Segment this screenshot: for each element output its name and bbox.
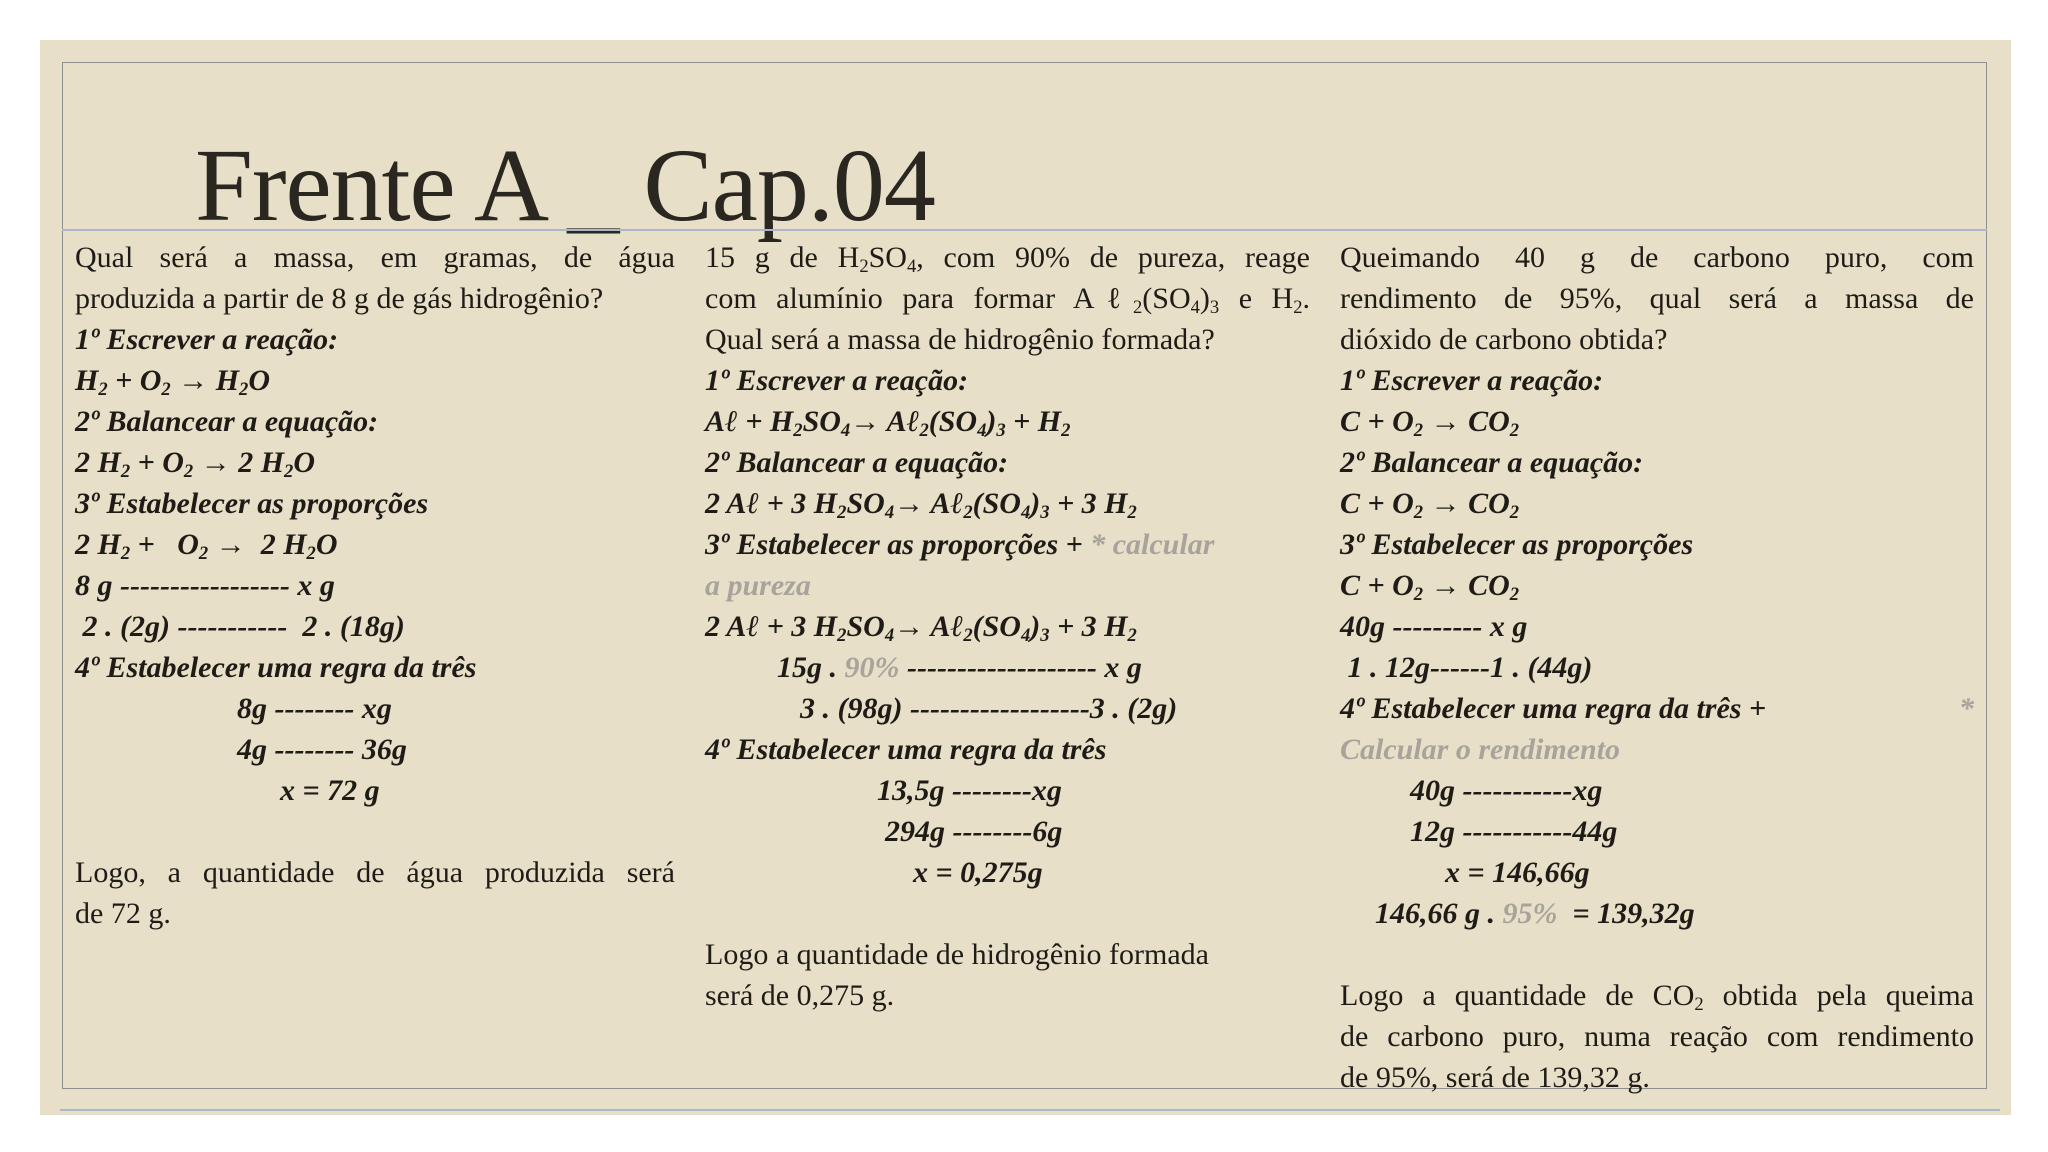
reaction-equation: $C + O_2 \to CO_2$ [1340,405,1520,442]
rule-of-three-line: 294g --------6g [885,815,1063,848]
purity-note: a pureza [705,569,811,602]
rule-of-three-line: 4g -------- 36g [237,733,407,766]
step-1-label: 1º Escrever a reação: [1340,364,1604,397]
conclusion-line: de carbono puro, numa reação com rendimento [1340,1020,1974,1053]
conclusion-line: de 72 g. [75,897,171,930]
step-4-label: 4º Estabelecer uma regra da três [705,733,1107,766]
reaction-equation: Aℓ + $H_2SO_4\to$ $A\ell_2(SO_4)_3 + H_2$ [705,405,1071,442]
balanced-equation: $C + O_2 \to CO_2$ [1340,487,1520,524]
slide-title: Frente A _ Cap.04 [195,128,935,243]
step-2-label: 2º Balancear a equação: [75,405,379,438]
question-line: produzida a partir de 8 g de gás hidrogênio? [75,282,604,315]
proportion-line: 40g --------- x g [1340,610,1528,643]
step-2-label: 2º Balancear a equação: [1340,446,1644,479]
yield-note: Calcular o rendimento [1340,733,1621,766]
proportion-mass: 15g . [777,651,845,684]
step-3-label: 3º Estabelecer as proporções [75,487,429,520]
conclusion-line: Logo a quantidade de hidrogênio formada [705,938,1209,971]
bottom-divider [60,1109,2000,1111]
question-line: dióxido de carbono obtida? [1340,323,1668,356]
purity-note: * calcular [1090,528,1215,561]
spacer [75,811,675,852]
proportion-equation: 2 Aℓ + 3 $H_2SO_4\to$ $A\ell_2(SO_4)_3 + 3$ $H_2$ [705,610,1137,647]
step-3-label [705,524,1310,565]
rule-of-three-line: 40g -----------xg [1410,774,1603,807]
rule-of-three-line: 13,5g --------xg [877,774,1062,807]
proportion-line: 3 . (98g) ------------------3 . (2g) [800,692,1178,725]
step-4-text: 4º Estabelecer uma regra da três + [1340,692,1767,725]
rule-of-three-line: 8g -------- xg [237,692,392,725]
step-4-label [1340,688,1974,729]
column-water-problem [75,237,675,934]
slide [40,40,2011,1115]
conclusion-line: Logo a quantidade de $CO_2$ obtida pela queima [1340,979,1974,1016]
column-co2-problem [1340,237,1974,1098]
proportion-line [705,647,1310,688]
final-value: = 139,32g [1557,897,1695,930]
proportion-line: 8 g ----------------- x g [75,569,335,602]
question-line: Qual será a massa, em gramas, de água [75,241,675,274]
question-line: Qual será a massa de hidrogênio formada? [705,323,1215,356]
conclusion-line: Logo, a quantidade de água produzida será [75,856,675,889]
result-line: x = 72 g [280,774,380,807]
proportion-line: 1 . 12g------1 . (44g) [1340,651,1593,684]
conclusion-line: de 95%, será de 139,32 g. [1340,1061,1650,1094]
purity-percent: 90% [844,651,900,684]
result-line: x = 146,66g [1445,856,1590,889]
proportion-equation: $C + O_2 \to CO_2$ [1340,569,1520,606]
step-1-label: 1º Escrever a reação: [75,323,339,356]
spacer [705,893,1310,934]
title-divider [62,229,1987,231]
conclusion-line: será de 0,275 g. [705,979,895,1012]
final-result-line [1340,893,1974,934]
step-2-label: 2º Balancear a equação: [705,446,1009,479]
yield-note: * [1959,692,1974,725]
proportion-equation: 2 $H_2 + O_2 \to 2$ $H_2O$ [75,528,338,565]
final-mass: 146,66 g . [1375,897,1503,930]
balanced-equation: 2 $H_2 + O_2 \to 2$ $H_2O$ [75,446,316,483]
result-line: x = 0,275g [913,856,1043,889]
reaction-equation: $H_2 + O_2 \to H_2O$ [75,364,271,401]
step-3-text: 3º Estabelecer as proporções + [705,528,1091,561]
balanced-equation: 2 Aℓ + 3 $H_2SO_4\to$ $A\ell_2(SO_4)_3 + 3$ $H_2$ [705,487,1137,524]
step-1-label: 1º Escrever a reação: [705,364,969,397]
question-line: 15 g de $H_2SO_4$, com 90% de pureza, reage [705,241,1310,278]
rule-of-three-line: 12g -----------44g [1410,815,1618,848]
step-4-label: 4º Estabelecer uma regra da três [75,651,477,684]
proportion-line: 2 . (2g) ----------- 2 . (18g) [75,610,405,643]
spacer [1340,934,1974,975]
column-hydrogen-problem [705,237,1310,1016]
step-3-label: 3º Estabelecer as proporções [1340,528,1694,561]
question-line: Queimando 40 g de carbono puro, com [1340,241,1974,274]
question-line: com alumínio para formar $A\ell_2(SO_4)_3$ e $H_2$. [705,282,1310,319]
proportion-rest: ------------------- x g [899,651,1142,684]
yield-percent: 95% [1502,897,1558,930]
question-line: rendimento de 95%, qual será a massa de [1340,282,1974,315]
